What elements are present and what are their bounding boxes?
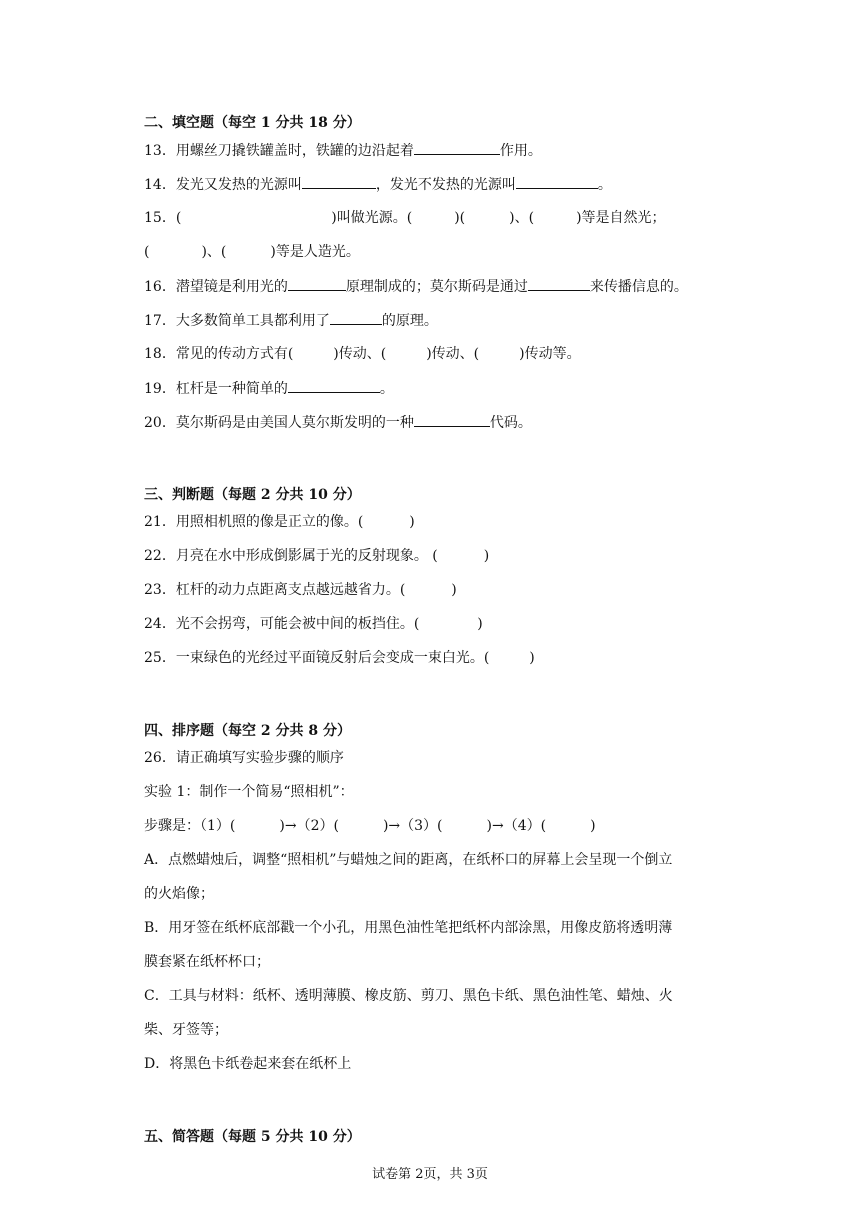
option-a-line-2: 的火焰像； — [144, 886, 214, 902]
question-15-continued: ( )、( )等是人造光。 — [144, 244, 360, 260]
answer-blank[interactable] — [330, 311, 382, 325]
option-b-line-2: 膜套紧在纸杯杯口； — [144, 954, 270, 970]
option-c-line-2: 柴、牙签等； — [144, 1022, 228, 1038]
question-24: 24．光不会拐弯，可能会被中间的板挡住。( ) — [144, 616, 483, 632]
question-15: 15．( )叫做光源。( )( )、( )等是自然光； — [144, 210, 666, 226]
question-23: 23．杠杆的动力点距离支点越远越省力。( ) — [144, 582, 457, 598]
option-d: D．将黑色卡纸卷起来套在纸杯上 — [144, 1056, 352, 1072]
answer-blank[interactable] — [414, 413, 490, 427]
answer-blank[interactable] — [288, 379, 380, 393]
option-b-line-1: B．用牙签在纸杯底部戳一个小孔，用黑色油性笔把纸杯内部涂黑，用像皮筋将透明薄 — [144, 920, 673, 936]
answer-blank[interactable] — [414, 141, 500, 155]
answer-blank[interactable] — [528, 277, 590, 291]
section-title-fill-in: 二、填空题（每空 1 分共 18 分） — [144, 115, 361, 131]
section-title-ordering: 四、排序题（每空 2 分共 8 分） — [144, 723, 351, 739]
question-25: 25．一束绿色的光经过平面镜反射后会变成一束白光。( ) — [144, 650, 535, 666]
experiment-1-title: 实验 1：制作一个简易“照相机”： — [144, 784, 354, 800]
question-13: 13．用螺丝刀撬铁罐盖时，铁罐的边沿起着 作用。 — [144, 143, 542, 159]
question-17: 17．大多数简单工具都利用了 的原理。 — [144, 313, 438, 329]
question-19: 19．杠杆是一种简单的 。 — [144, 381, 394, 397]
question-22: 22．月亮在水中形成倒影属于光的反射现象。 ( ) — [144, 548, 490, 564]
question-18: 18．常见的传动方式有( )传动、( )传动、( )传动等。 — [144, 346, 581, 362]
question-21: 21．用照相机照的像是正立的像。( ) — [144, 514, 415, 530]
answer-blank[interactable] — [288, 277, 346, 291]
section-title-short-answer: 五、简答题（每题 5 分共 10 分） — [144, 1129, 361, 1145]
section-title-true-false: 三、判断题（每题 2 分共 10 分） — [144, 487, 361, 503]
option-c-line-1: C．工具与材料：纸杯、透明薄膜、橡皮筋、剪刀、黑色卡纸、黑色油性笔、蜡烛、火 — [144, 988, 673, 1004]
option-a-line-1: A．点燃蜡烛后，调整“照相机”与蜡烛之间的距离，在纸杯口的屏幕上会呈现一个倒立 — [144, 852, 673, 868]
page-footer: 试卷第 2页，共 3页 — [372, 1167, 488, 1182]
question-26: 26．请正确填写实验步骤的顺序 — [144, 750, 344, 766]
question-14: 14．发光又发热的光源叫 ，发光不发热的光源叫 。 — [144, 177, 612, 193]
answer-blank[interactable] — [516, 175, 598, 189]
answer-blank[interactable] — [302, 175, 376, 189]
question-20: 20．莫尔斯码是由美国人莫尔斯发明的一种 代码。 — [144, 415, 532, 431]
question-16: 16．潜望镜是利用光的 原理制成的；莫尔斯码是通过 来传播信息的。 — [144, 279, 688, 295]
ordering-steps: 步骤是：（1）( )→（2）( )→（3）( )→（4）( ) — [144, 818, 596, 834]
